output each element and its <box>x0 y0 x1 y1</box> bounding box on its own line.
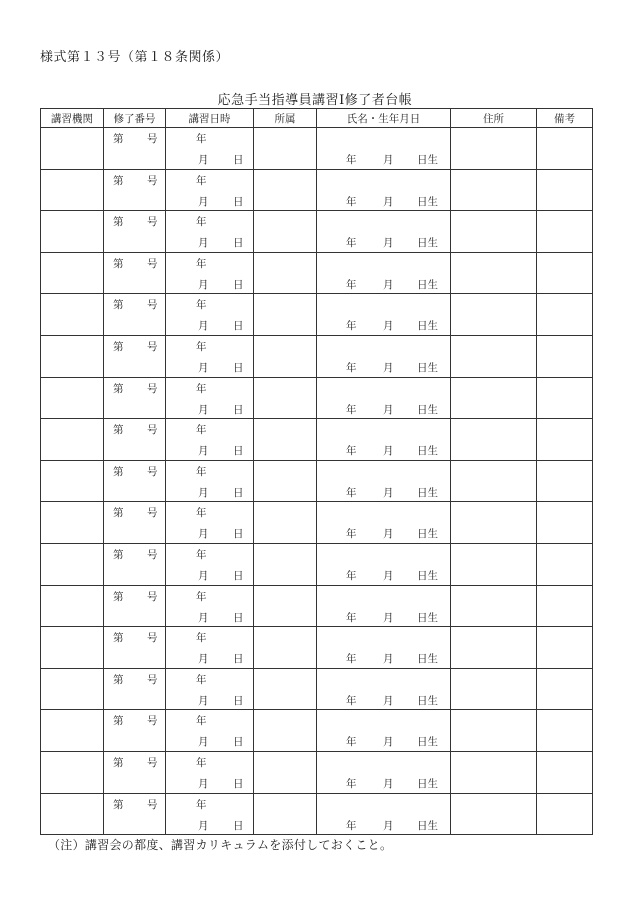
table-row <box>41 627 593 669</box>
cert-go-label: 号 <box>147 673 158 686</box>
name-birthdate-cell[interactable] <box>317 751 451 793</box>
course-year-label: 年 <box>196 548 207 561</box>
institution-cell[interactable] <box>41 252 104 294</box>
birth-day-label: 日生 <box>417 819 438 832</box>
table-row <box>41 252 593 294</box>
affiliation-cell[interactable] <box>254 751 317 793</box>
address-cell[interactable] <box>451 169 537 211</box>
institution-cell[interactable] <box>41 128 104 170</box>
header-name-birthdate: 氏名・生年月日 <box>317 109 451 128</box>
course-day-label: 日 <box>233 195 244 208</box>
cert-number-cell[interactable] <box>104 252 166 294</box>
cert-go-label: 号 <box>147 507 158 520</box>
table-row <box>41 793 593 835</box>
course-day-label: 日 <box>233 320 244 333</box>
course-month-label: 月 <box>198 320 209 333</box>
course-date-cell[interactable] <box>166 751 254 793</box>
course-date-cell[interactable] <box>166 377 254 419</box>
birth-month-label: 月 <box>383 486 394 499</box>
birth-year-label: 年 <box>346 569 357 582</box>
name-birthdate-cell[interactable] <box>317 668 451 710</box>
remarks-cell[interactable] <box>537 169 593 211</box>
cert-dai-label: 第 <box>113 299 124 312</box>
cert-dai-label: 第 <box>113 590 124 603</box>
birth-year-label: 年 <box>346 154 357 166</box>
address-cell[interactable] <box>451 419 537 461</box>
birth-day-label: 日生 <box>417 237 438 250</box>
course-day-label: 日 <box>233 569 244 582</box>
birth-month-label: 月 <box>383 403 394 416</box>
course-day-label: 日 <box>233 528 244 541</box>
remarks-cell[interactable] <box>537 793 593 835</box>
course-day-label: 日 <box>233 694 244 707</box>
address-cell[interactable] <box>451 460 537 502</box>
name-birthdate-cell[interactable] <box>317 377 451 419</box>
name-birthdate-cell[interactable] <box>317 627 451 669</box>
course-date-cell[interactable] <box>166 668 254 710</box>
course-year-label: 年 <box>196 133 207 145</box>
cert-dai-label: 第 <box>113 507 124 520</box>
course-year-label: 年 <box>196 257 207 270</box>
birth-month-label: 月 <box>383 569 394 582</box>
birth-month-label: 月 <box>383 694 394 707</box>
cert-dai-label: 第 <box>113 715 124 728</box>
affiliation-cell[interactable] <box>254 502 317 544</box>
cert-dai-label: 第 <box>113 798 124 811</box>
course-year-label: 年 <box>196 590 207 603</box>
cert-number-cell[interactable] <box>104 793 166 835</box>
cert-go-label: 号 <box>147 632 158 645</box>
institution-cell[interactable] <box>41 627 104 669</box>
course-day-label: 日 <box>233 611 244 624</box>
affiliation-cell[interactable] <box>254 627 317 669</box>
affiliation-cell[interactable] <box>254 460 317 502</box>
birth-year-label: 年 <box>346 320 357 333</box>
birth-year-label: 年 <box>346 361 357 374</box>
address-cell[interactable] <box>451 252 537 294</box>
table-row <box>41 710 593 752</box>
birth-day-label: 日生 <box>417 154 438 166</box>
cert-number-cell[interactable] <box>104 377 166 419</box>
ledger-body <box>41 128 593 835</box>
header-affiliation: 所属 <box>254 109 317 128</box>
birth-day-label: 日生 <box>417 486 438 499</box>
course-year-label: 年 <box>196 798 207 811</box>
affiliation-cell[interactable] <box>254 543 317 585</box>
table-row <box>41 169 593 211</box>
course-month-label: 月 <box>198 819 209 832</box>
course-month-label: 月 <box>198 278 209 291</box>
name-birthdate-cell[interactable] <box>317 543 451 585</box>
course-month-label: 月 <box>198 486 209 499</box>
institution-cell[interactable] <box>41 668 104 710</box>
header-row <box>41 109 593 128</box>
course-date-cell[interactable] <box>166 252 254 294</box>
cert-number-cell[interactable] <box>104 294 166 336</box>
address-cell[interactable] <box>451 627 537 669</box>
cert-number-cell[interactable] <box>104 751 166 793</box>
table-row <box>41 751 593 793</box>
cert-number-cell[interactable] <box>104 585 166 627</box>
institution-cell[interactable] <box>41 377 104 419</box>
cert-go-label: 号 <box>147 548 158 561</box>
affiliation-cell[interactable] <box>254 335 317 377</box>
birth-year-label: 年 <box>346 736 357 749</box>
birth-month-label: 月 <box>383 611 394 624</box>
course-month-label: 月 <box>198 569 209 582</box>
remarks-cell[interactable] <box>537 377 593 419</box>
course-date-cell[interactable] <box>166 793 254 835</box>
name-birthdate-cell[interactable] <box>317 294 451 336</box>
remarks-cell[interactable] <box>537 543 593 585</box>
name-birthdate-cell[interactable] <box>317 710 451 752</box>
address-cell[interactable] <box>451 543 537 585</box>
birth-day-label: 日生 <box>417 653 438 666</box>
course-date-cell[interactable] <box>166 585 254 627</box>
cert-number-cell[interactable] <box>104 169 166 211</box>
birth-day-label: 日生 <box>417 569 438 582</box>
cert-go-label: 号 <box>147 590 158 603</box>
remarks-cell[interactable] <box>537 294 593 336</box>
table-row <box>41 335 593 377</box>
table-row <box>41 585 593 627</box>
course-month-label: 月 <box>198 195 209 208</box>
course-date-cell[interactable] <box>166 128 254 170</box>
name-birthdate-cell[interactable] <box>317 252 451 294</box>
birth-day-label: 日生 <box>417 195 438 208</box>
cert-dai-label: 第 <box>113 673 124 686</box>
remarks-cell[interactable] <box>537 585 593 627</box>
course-year-label: 年 <box>196 673 207 686</box>
birth-month-label: 月 <box>383 777 394 790</box>
birth-day-label: 日生 <box>417 777 438 790</box>
birth-month-label: 月 <box>383 320 394 333</box>
remarks-cell[interactable] <box>537 460 593 502</box>
affiliation-cell[interactable] <box>254 252 317 294</box>
course-month-label: 月 <box>198 154 209 166</box>
course-date-cell[interactable] <box>166 502 254 544</box>
course-year-label: 年 <box>196 715 207 728</box>
remarks-cell[interactable] <box>537 751 593 793</box>
table-row <box>41 211 593 253</box>
birth-year-label: 年 <box>346 819 357 832</box>
course-date-cell[interactable] <box>166 627 254 669</box>
institution-cell[interactable] <box>41 543 104 585</box>
cert-number-cell[interactable] <box>104 419 166 461</box>
course-year-label: 年 <box>196 299 207 312</box>
course-day-label: 日 <box>233 361 244 374</box>
cert-go-label: 号 <box>147 257 158 270</box>
cert-dai-label: 第 <box>113 340 124 353</box>
birth-day-label: 日生 <box>417 736 438 749</box>
birth-day-label: 日生 <box>417 528 438 541</box>
institution-cell[interactable] <box>41 211 104 253</box>
birth-month-label: 月 <box>383 154 394 166</box>
affiliation-cell[interactable] <box>254 419 317 461</box>
institution-cell[interactable] <box>41 335 104 377</box>
course-day-label: 日 <box>233 445 244 458</box>
birth-month-label: 月 <box>383 445 394 458</box>
remarks-cell[interactable] <box>537 335 593 377</box>
address-cell[interactable] <box>451 294 537 336</box>
cert-go-label: 号 <box>147 798 158 811</box>
cert-dai-label: 第 <box>113 257 124 270</box>
cert-dai-label: 第 <box>113 465 124 478</box>
table-row <box>41 543 593 585</box>
cert-dai-label: 第 <box>113 382 124 395</box>
table-row <box>41 502 593 544</box>
birth-day-label: 日生 <box>417 611 438 624</box>
course-date-cell[interactable] <box>166 543 254 585</box>
institution-cell[interactable] <box>41 751 104 793</box>
course-day-label: 日 <box>233 237 244 250</box>
birth-year-label: 年 <box>346 195 357 208</box>
course-date-cell[interactable] <box>166 335 254 377</box>
name-birthdate-cell[interactable] <box>317 793 451 835</box>
cert-dai-label: 第 <box>113 133 124 145</box>
cert-go-label: 号 <box>147 465 158 478</box>
course-year-label: 年 <box>196 382 207 395</box>
birth-year-label: 年 <box>346 528 357 541</box>
header-institution: 講習機関 <box>41 109 104 128</box>
institution-cell[interactable] <box>41 169 104 211</box>
cert-number-cell[interactable] <box>104 502 166 544</box>
birth-day-label: 日生 <box>417 694 438 707</box>
cert-go-label: 号 <box>147 174 158 187</box>
header-address: 住所 <box>451 109 537 128</box>
address-cell[interactable] <box>451 793 537 835</box>
cert-number-cell[interactable] <box>104 627 166 669</box>
course-date-cell[interactable] <box>166 211 254 253</box>
institution-cell[interactable] <box>41 294 104 336</box>
course-month-label: 月 <box>198 736 209 749</box>
cert-go-label: 号 <box>147 715 158 728</box>
course-date-cell[interactable] <box>166 710 254 752</box>
course-year-label: 年 <box>196 507 207 520</box>
header-cert-number: 修了番号 <box>104 109 166 128</box>
birth-month-label: 月 <box>383 195 394 208</box>
affiliation-cell[interactable] <box>254 294 317 336</box>
course-day-label: 日 <box>233 278 244 291</box>
remarks-cell[interactable] <box>537 627 593 669</box>
name-birthdate-cell[interactable] <box>317 335 451 377</box>
page-title: 応急手当指導員講習Ⅰ修了者台帳 <box>217 93 413 108</box>
table-row <box>41 128 593 170</box>
cert-dai-label: 第 <box>113 424 124 437</box>
remarks-cell[interactable] <box>537 211 593 253</box>
institution-cell[interactable] <box>41 502 104 544</box>
course-date-cell[interactable] <box>166 419 254 461</box>
cert-go-label: 号 <box>147 424 158 437</box>
cert-number-cell[interactable] <box>104 460 166 502</box>
institution-cell[interactable] <box>41 793 104 835</box>
cert-go-label: 号 <box>147 756 158 769</box>
remarks-cell[interactable] <box>537 502 593 544</box>
name-birthdate-cell[interactable] <box>317 419 451 461</box>
course-day-label: 日 <box>233 403 244 416</box>
course-month-label: 月 <box>198 694 209 707</box>
cert-dai-label: 第 <box>113 548 124 561</box>
affiliation-cell[interactable] <box>254 377 317 419</box>
course-month-label: 月 <box>198 361 209 374</box>
course-year-label: 年 <box>196 174 207 187</box>
course-month-label: 月 <box>198 777 209 790</box>
affiliation-cell[interactable] <box>254 668 317 710</box>
address-cell[interactable] <box>451 585 537 627</box>
institution-cell[interactable] <box>41 710 104 752</box>
course-day-label: 日 <box>233 736 244 749</box>
course-day-label: 日 <box>233 653 244 666</box>
birth-day-label: 日生 <box>417 278 438 291</box>
course-month-label: 月 <box>198 403 209 416</box>
name-birthdate-cell[interactable] <box>317 128 451 170</box>
cert-go-label: 号 <box>147 299 158 312</box>
address-cell[interactable] <box>451 751 537 793</box>
course-date-cell[interactable] <box>166 169 254 211</box>
birth-year-label: 年 <box>346 611 357 624</box>
remarks-cell[interactable] <box>537 710 593 752</box>
ledger-table <box>40 108 593 835</box>
name-birthdate-cell[interactable] <box>317 169 451 211</box>
cert-go-label: 号 <box>147 133 158 145</box>
remarks-cell[interactable] <box>537 419 593 461</box>
course-date-cell[interactable] <box>166 460 254 502</box>
affiliation-cell[interactable] <box>254 585 317 627</box>
affiliation-cell[interactable] <box>254 793 317 835</box>
cert-dai-label: 第 <box>113 216 124 229</box>
cert-number-cell[interactable] <box>104 335 166 377</box>
header-course-date: 講習日時 <box>166 109 254 128</box>
table-row <box>41 668 593 710</box>
birth-year-label: 年 <box>346 237 357 250</box>
affiliation-cell[interactable] <box>254 169 317 211</box>
course-year-label: 年 <box>196 216 207 229</box>
course-year-label: 年 <box>196 424 207 437</box>
birth-year-label: 年 <box>346 777 357 790</box>
birth-day-label: 日生 <box>417 403 438 416</box>
address-cell[interactable] <box>451 335 537 377</box>
birth-month-label: 月 <box>383 278 394 291</box>
institution-cell[interactable] <box>41 419 104 461</box>
name-birthdate-cell[interactable] <box>317 585 451 627</box>
course-day-label: 日 <box>233 154 244 166</box>
cert-number-cell[interactable] <box>104 128 166 170</box>
cert-number-cell[interactable] <box>104 211 166 253</box>
cert-number-cell[interactable] <box>104 668 166 710</box>
table-row <box>41 294 593 336</box>
birth-year-label: 年 <box>346 403 357 416</box>
footnote: （注）講習会の都度、講習カリキュラムを添付しておくこと。 <box>48 838 393 852</box>
course-year-label: 年 <box>196 465 207 478</box>
birth-year-label: 年 <box>346 653 357 666</box>
remarks-cell[interactable] <box>537 128 593 170</box>
birth-month-label: 月 <box>383 528 394 541</box>
table-row <box>41 377 593 419</box>
remarks-cell[interactable] <box>537 668 593 710</box>
institution-cell[interactable] <box>41 585 104 627</box>
birth-day-label: 日生 <box>417 361 438 374</box>
course-month-label: 月 <box>198 653 209 666</box>
cert-dai-label: 第 <box>113 174 124 187</box>
course-month-label: 月 <box>198 528 209 541</box>
cert-number-cell[interactable] <box>104 710 166 752</box>
birth-month-label: 月 <box>383 361 394 374</box>
cert-dai-label: 第 <box>113 632 124 645</box>
birth-month-label: 月 <box>383 237 394 250</box>
name-birthdate-cell[interactable] <box>317 502 451 544</box>
address-cell[interactable] <box>451 128 537 170</box>
birth-day-label: 日生 <box>417 320 438 333</box>
address-cell[interactable] <box>451 211 537 253</box>
name-birthdate-cell[interactable] <box>317 460 451 502</box>
cert-number-cell[interactable] <box>104 543 166 585</box>
remarks-cell[interactable] <box>537 252 593 294</box>
course-year-label: 年 <box>196 756 207 769</box>
birth-month-label: 月 <box>383 736 394 749</box>
address-cell[interactable] <box>451 710 537 752</box>
institution-cell[interactable] <box>41 460 104 502</box>
header-remarks: 備考 <box>537 109 593 128</box>
course-date-cell[interactable] <box>166 294 254 336</box>
course-year-label: 年 <box>196 340 207 353</box>
table-row <box>41 419 593 461</box>
cert-go-label: 号 <box>147 382 158 395</box>
birth-day-label: 日生 <box>417 445 438 458</box>
address-cell[interactable] <box>451 502 537 544</box>
course-year-label: 年 <box>196 632 207 645</box>
cert-dai-label: 第 <box>113 756 124 769</box>
address-cell[interactable] <box>451 377 537 419</box>
birth-month-label: 月 <box>383 819 394 832</box>
birth-month-label: 月 <box>383 653 394 666</box>
course-day-label: 日 <box>233 486 244 499</box>
birth-year-label: 年 <box>346 694 357 707</box>
cert-go-label: 号 <box>147 340 158 353</box>
affiliation-cell[interactable] <box>254 128 317 170</box>
birth-year-label: 年 <box>346 445 357 458</box>
course-day-label: 日 <box>233 777 244 790</box>
name-birthdate-cell[interactable] <box>317 211 451 253</box>
address-cell[interactable] <box>451 668 537 710</box>
form-number: 様式第１３号（第１８条関係） <box>40 50 230 65</box>
affiliation-cell[interactable] <box>254 211 317 253</box>
course-month-label: 月 <box>198 611 209 624</box>
birth-year-label: 年 <box>346 278 357 291</box>
table-row <box>41 460 593 502</box>
course-day-label: 日 <box>233 819 244 832</box>
birth-year-label: 年 <box>346 486 357 499</box>
course-month-label: 月 <box>198 445 209 458</box>
cert-go-label: 号 <box>147 216 158 229</box>
course-month-label: 月 <box>198 237 209 250</box>
affiliation-cell[interactable] <box>254 710 317 752</box>
